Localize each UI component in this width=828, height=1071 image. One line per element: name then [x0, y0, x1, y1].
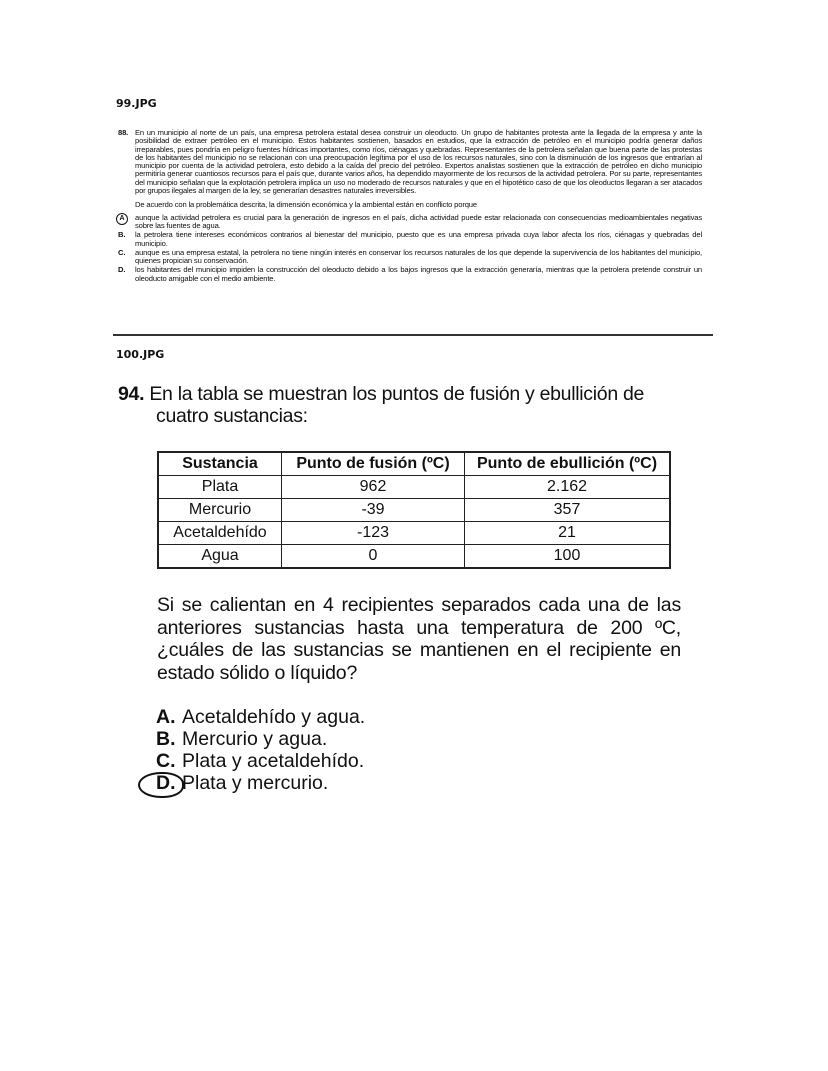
option-letter: [118, 214, 135, 231]
question-number: 88.: [118, 128, 129, 137]
table-row: [158, 522, 670, 545]
table-cell: 962: [282, 476, 465, 499]
table-row: [158, 545, 670, 569]
table-cell: 21: [465, 522, 671, 545]
option-letter: B.: [156, 728, 176, 750]
table-cell: Acetaldehído: [158, 522, 282, 545]
circled-answer-mark: A: [116, 213, 128, 225]
table-cell: 357: [465, 499, 671, 522]
question-stem: En un municipio al norte de un país, una empresa petrolera estatal desea construir un oleoducto. Un grupo de habitantes protesta ante la llegada de la empresa y ante la posibilidad de extraer petróleo en el municipio. Estos habitantes sostienen, basados en estudios, que la extracción de petróleo en el municipio podría generar daños irreparables, pues pondría en peligro fuentes hídricas importantes, como ríos, ciénagas y quebradas. Representantes de la petrolera señalan que buena parte de las protestas de los habitantes del municipio no se relacionan con una preocupación legítima por el uso de los recursos naturales, sino con la disminución de los ingresos que entrarían al municipio por cuenta de la actividad petrolera, esto debido a la caída del precio del petróleo. Expertos analistas sostienen que la extracción de petróleo en dicho municipio permitiría generar cuantiosos recursos para el país que, durante varios años, ha dependido mayormente de los recursos de la actividad petrolera. Por su parte, representantes del municipio señalan que la explotación petrolera implica un uso no moderado de recursos naturales y que en el hipotético caso de que los oleoductos llegaran a ser atacados por grupos ilegales al margen de la ley, se generarían desastres naturales irreversibles.: [135, 128, 702, 196]
option-letter: A.: [156, 706, 176, 728]
option-d: [118, 266, 702, 283]
title-line-1: En la tabla se muestran los puntos de fusión y ebullición de: [149, 383, 645, 405]
question-94-text: Si se calientan en 4 recipientes separados cada una de las anteriores sustancias hasta una temperatura de 200 ºC, ¿cuáles de las sustancias se mantienen en el recipiente en estado sólido o líquido?: [157, 594, 681, 684]
table-cell: Plata: [158, 476, 282, 499]
option-text: la petrolera tiene intereses económicos contrarios al bienestar del municipio, puesto que es una empresa privada cuya labor afecta los ríos, ciénagas y quebradas del municipio.: [135, 230, 702, 248]
question-88: [118, 129, 702, 284]
section-divider: [113, 334, 713, 336]
option-letter: B.: [118, 230, 126, 240]
table-cell: Agua: [158, 545, 282, 569]
table-cell: 2.162: [465, 476, 671, 499]
option-text: Acetaldehído y agua.: [182, 706, 366, 728]
options-list: [156, 706, 365, 794]
option-text: Plata y acetaldehído.: [182, 750, 365, 772]
table-cell: -123: [282, 522, 465, 545]
option-letter: D.: [118, 265, 126, 275]
table-row: [158, 499, 670, 522]
options-list: [118, 214, 702, 283]
option-letter: [156, 772, 182, 794]
option-c: [118, 249, 702, 266]
table-header-row: [158, 452, 670, 476]
column-header: Punto de ebullición (ºC): [465, 452, 671, 476]
table-cell: 0: [282, 545, 465, 569]
option-letter: C.: [156, 750, 176, 772]
column-header: Punto de fusión (ºC): [282, 452, 465, 476]
question-prompt: De acuerdo con la problemática descrita, la dimensión económica y la ambiental están en conflicto porque: [135, 200, 477, 210]
option-c: [156, 750, 365, 772]
option-text: los habitantes del municipio impiden la construcción del oleoducto debido a los bajos ingresos que la extracción generaría, mientras que la petrolera pretende construir un oleoducto amigable con el medio ambiente.: [135, 265, 702, 283]
column-header: Sustancia: [158, 452, 282, 476]
table-cell: -39: [282, 499, 465, 522]
option-text: aunque es una empresa estatal, la petrolera no tiene ningún interés en conservar los recursos naturales de los que depende la supervivencia de los habitantes del municipio, quienes propician su conservación.: [135, 247, 702, 266]
table-row: [158, 476, 670, 499]
option-letter: C.: [118, 247, 126, 257]
option-d: [156, 772, 365, 794]
option-text: aunque la actividad petrolera es crucial para la generación de ingresos en el país, dicha actividad puede estar relacionada con consecuencias medioambientales negativas sobre las fuentes de agua.: [135, 212, 702, 230]
option-letter-text: D.: [156, 772, 176, 794]
figure-label-100: 100.JPG: [116, 348, 165, 361]
title-line-2: cuatro sustancias:: [156, 405, 308, 427]
option-a: [156, 706, 365, 728]
option-text: Plata y mercurio.: [182, 772, 329, 794]
substances-table: [157, 451, 671, 569]
option-text: Mercurio y agua.: [182, 728, 328, 750]
circled-answer-mark: [138, 772, 184, 798]
option-b: [118, 231, 702, 248]
question-number: 94.: [118, 383, 145, 405]
option-b: [156, 728, 365, 750]
figure-label-99: 99.JPG: [116, 97, 157, 110]
table-cell: 100: [465, 545, 671, 569]
question-94-title: [118, 383, 698, 427]
option-a: [118, 214, 702, 231]
table-cell: Mercurio: [158, 499, 282, 522]
